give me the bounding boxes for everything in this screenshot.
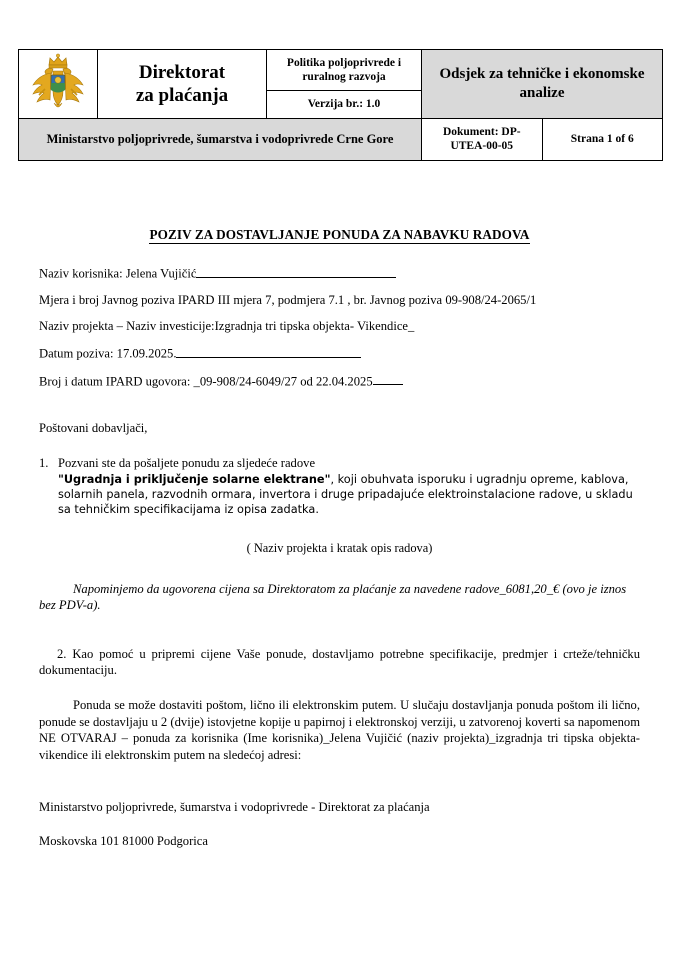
org-title-line2: za plaćanja <box>135 85 229 106</box>
department-cell: Odsjek za tehničke i ekonomske analize <box>422 50 663 119</box>
list-item-body <box>58 456 640 518</box>
field-value-naziv-korisnika: Jelena Vujičić <box>125 266 197 281</box>
list-item-lead: Pozvani ste da pošaljete ponudu za sljedeće radove <box>58 456 316 470</box>
field-mjera-broj-javnog-poziva <box>39 294 640 307</box>
field-label-naziv-korisnika: Naziv korisnika: <box>39 266 123 281</box>
works-description <box>58 473 640 518</box>
field-value-mjera: 09-908/24-2065/1 <box>445 292 537 307</box>
field-label-ugovor: Broj i datum IPARD ugovora: <box>39 374 191 389</box>
document-number-cell: Dokument: DP-UTEA-00-05 <box>422 119 543 161</box>
works-title: "Ugradnja i priključenje solarne elektrane" <box>58 473 331 486</box>
field-value-datum: 17.09.2025. <box>116 346 177 361</box>
field-naziv-korisnika <box>39 266 640 280</box>
fill-in-rule <box>176 346 361 358</box>
fill-in-rule <box>196 266 396 278</box>
header-table <box>18 49 663 161</box>
list-item-2: 2. Kao pomoć u pripremi cijene Vaše ponude, dostavljamo potrebne specifikacije, predmjer i crteže/tehničku dokumentaciju. <box>39 647 640 678</box>
policy-cell: Politika poljoprivrede i ruralnog razvoja <box>267 50 422 91</box>
list-item-number: 1. <box>39 456 49 470</box>
field-naziv-projekta <box>39 320 640 333</box>
field-value-ugovor: _09-908/24-6049/27 od 22.04.2025 <box>193 374 373 389</box>
address-line-1: Ministarstvo poljoprivrede, šumarstva i vodoprivrede - Direktorat za plaćanja <box>39 800 430 814</box>
fill-in-rule <box>373 374 403 386</box>
organization-title-cell <box>98 50 267 119</box>
document-header <box>18 49 663 161</box>
address-line-2: Moskovska 101 81000 Podgorica <box>39 834 208 848</box>
page-number-cell: Strana 1 of 6 <box>542 119 663 161</box>
page-title-text: POZIV ZA DOSTAVLJANJE PONUDA ZA NABAVKU RADOVA <box>149 227 530 242</box>
salutation: Poštovani dobavljači, <box>39 421 148 435</box>
coat-of-arms-cell <box>19 50 98 119</box>
montenegro-coat-of-arms-icon <box>29 53 87 115</box>
field-broj-datum-ugovora <box>39 374 640 388</box>
field-value-naziv-projekta: Izgradnja tri tipska objekta- Vikendice_ <box>214 318 415 333</box>
works-caption: ( Naziv projekta i kratak opis radova) <box>246 541 433 555</box>
field-label-naziv-projekta: Naziv projekta – Naziv investicije: <box>39 318 215 333</box>
ministry-cell: Ministarstvo poljoprivrede, šumarstva i vodoprivrede Crne Gore <box>19 119 422 161</box>
field-datum-poziva <box>39 346 640 360</box>
version-cell: Verzija br.: 1.0 <box>267 90 422 118</box>
header-table-row-1 <box>19 50 663 91</box>
header-table-row-3 <box>19 119 663 161</box>
list-item <box>39 456 640 518</box>
submission-paragraph: Ponuda se može dostaviti poštom, lično ili elektronskim putem. U slučaju dostavljanja ponuda poštom ili lično, ponude se dostavljaju u 2 (dvije) istovjetne kopije u papirnoj i elektronskoj verziji, u zatvorenoj koverti sa napomenom NE OTVARAJ – ponuda za korisnika (Ime korisnika)_Jelena Vujičić (naziv projekta)_izgradnja tri tipska objekta- vikendice ili elektronskim putem na sledećoj adresi: <box>39 698 640 763</box>
page-title <box>0 227 679 243</box>
works-body: , koji obuhvata isporuku i ugradnju opreme, kablova, solarnih panela, razvodnih ormara, invertora i druge pripadajuće elektroinstalacione radove, u skladu sa tehničkim specifikacijama iz opisa zadatka. <box>58 473 633 516</box>
field-label-mjera: Mjera i broj Javnog poziva IPARD III mjera 7, podmjera 7.1 , br. Javnog poziva <box>39 292 443 307</box>
form-fields <box>39 266 640 402</box>
field-label-datum: Datum poziva: <box>39 346 114 361</box>
org-title-line1: Direktorat <box>138 61 226 83</box>
price-note: Napominjemo da ugovorena cijena sa Direktoratom za plaćanje za navedene radove_6081,20_€ (ovo je iznos bez PDV-a). <box>39 582 627 613</box>
